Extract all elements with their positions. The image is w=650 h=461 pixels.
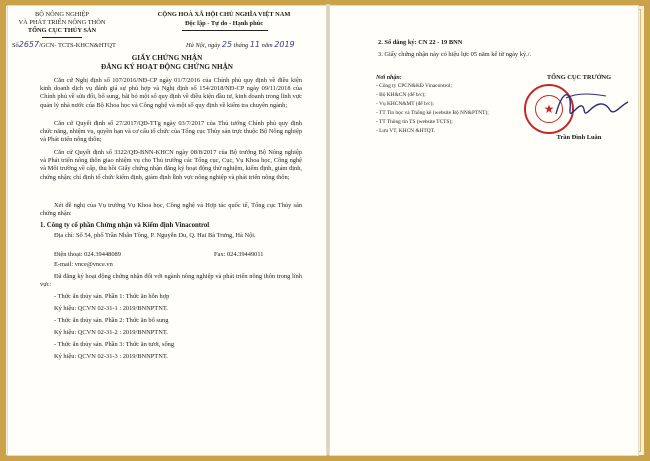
scope-intro: Đã đăng ký hoạt động chứng nhận đối với ngành nông nghiệp và phát triển nông thôn trong lĩnh vực:: [40, 273, 302, 289]
signer-title: TỔNG CỤC TRƯỞNG: [546, 74, 612, 81]
ministry-line1: BỘ NÔNG NGHIỆP: [35, 11, 89, 18]
recipient-item: - TT Tin học và Thống kê (website Bộ NN&PTNT);: [376, 110, 489, 116]
legal-basis-2: Căn cứ Quyết định số 27/2017/QĐ-TTg ngày 03/7/2017 của Thủ tướng Chính phủ quy định chức năng, nhiệm vụ, quyền hạn và cơ cấu tổ chức của Tổng cục Thủy sản trực thuộc Bộ Nông nghiệp và Phát triển nông thôn;: [40, 120, 302, 144]
doc-number: Số2657/GCN- TCTS-KHCN&HTQT: [12, 40, 116, 49]
scope-item-2: - Thức ăn thủy sản. Phần 2: Thức ăn bổ sung: [54, 317, 169, 324]
legal-basis-3: Căn cứ Quyết định số 3322/QĐ-BNN-KHCN ngày 08/8/2017 của Bộ trưởng Bộ Nông nghiệp và Phát triển nông thôn giao nhiệm vụ cho Thủ trưởng các Tổng cục, Cục, Vụ Khoa học, Công nghệ và Môi trường về cấp, thu hồi Giấy chứng nhận đăng ký hoạt động thử nghiệm, kiểm định, giám định, chứng nhận; chỉ định tổ chức kiểm định, giám định lĩnh vực nông nghiệp và phát triển nông thôn;: [40, 149, 302, 181]
signature: [548, 80, 638, 130]
recipient-item: - Lưu VT, KHCN &HTQT.: [376, 128, 435, 134]
recipients-title: Nơi nhận:: [376, 75, 402, 81]
recipient-item: - Vụ KHCN&MT (để b/c);: [376, 101, 434, 107]
legal-basis-1: Căn cứ Nghị định số 107/2016/NĐ-CP ngày 01/7/2016 của Chính phủ quy định về điều kiện kinh doanh dịch vụ đánh giá sự phù hợp và Nghị định số 154/2018/NĐ-CP ngày 09/11/2018 của Chính phủ về sửa đổi, bổ sung, bãi bỏ một số quy định về điều kiện đầu tư, kinh doanh trong lĩnh vực quản lý nhà nước của Bộ Khoa học và Công nghệ và một số quy định về kiểm tra chuyên ngành;: [40, 77, 302, 109]
recipient-item: - TT Thông tin TS (website TCTS);: [376, 119, 453, 125]
company-fax: Fax: 024.39449011: [214, 251, 264, 258]
national-motto: Độc lập - Tự do - Hạnh phúc: [184, 20, 264, 27]
scope-code-1: Ký hiệu: QCVN 02-31-1 : 2019/BNNPTNT.: [54, 305, 168, 312]
recipient-item: - Công ty CPCN&KĐ Vinacontrol;: [376, 83, 452, 89]
doc-subtitle: ĐĂNG KÝ HOẠT ĐỘNG CHỨNG NHẬN: [101, 63, 233, 71]
national-title: CỘNG HOÀ XÃ HỘI CHỦ NGHĨA VIỆT NAM: [157, 11, 291, 18]
validity-period: 3. Giấy chứng nhận này có hiệu lực 05 năm kể từ ngày ký./.: [378, 51, 532, 58]
scope-code-2: Ký hiệu: QCVN 02-31-2 : 2019/BNNPTNT.: [54, 329, 168, 336]
company-phone: Điện thoại: 024.39448089: [54, 251, 121, 258]
company-name: 1. Công ty cổ phần Chứng nhận và Kiểm định Vinacontrol: [40, 222, 210, 229]
ministry-line2: VÀ PHÁT TRIỂN NÔNG THÔN: [18, 19, 106, 26]
proposal: Xét đề nghị của Vụ trưởng Vụ Khoa học, Công nghệ và Hợp tác quốc tế, Tổng cục Thủy sản chứng nhận:: [40, 202, 302, 218]
recipient-item: - Bộ KH&CN (để b/c);: [376, 92, 426, 98]
company-email: E-mail: vnce@vnce.vn: [54, 261, 113, 268]
official-seal: ★: [524, 84, 574, 134]
ministry-underline: [42, 37, 82, 38]
scope-code-3: Ký hiệu: QCVN 02-31-3 : 2019/BNNPTNT.: [54, 353, 168, 360]
ministry-line3: TỔNG CỤC THỦY SẢN: [27, 27, 97, 34]
scope-item-3: - Thức ăn thủy sản. Phần 3: Thức ăn tươi, sống: [54, 341, 175, 348]
company-address: Địa chỉ: Số 54, phố Trần Nhân Tông, P. Nguyễn Du, Q. Hai Bà Trưng, Hà Nội.: [54, 232, 256, 239]
doc-title: GIẤY CHỨNG NHẬN: [131, 54, 203, 62]
left-page: [8, 6, 326, 455]
registration-number: 2. Số đăng ký: CN 22 - 19 BNN: [378, 39, 463, 46]
motto-underline: [182, 30, 268, 31]
scope-item-1: - Thức ăn thủy sản. Phần 1: Thức ăn hỗn hợp: [54, 293, 170, 300]
signer-name: Trần Đình Luân: [556, 134, 602, 141]
right-page: [330, 6, 638, 455]
issue-date: Hà Nội, ngày 25 tháng 11 năm 2019: [186, 40, 295, 49]
